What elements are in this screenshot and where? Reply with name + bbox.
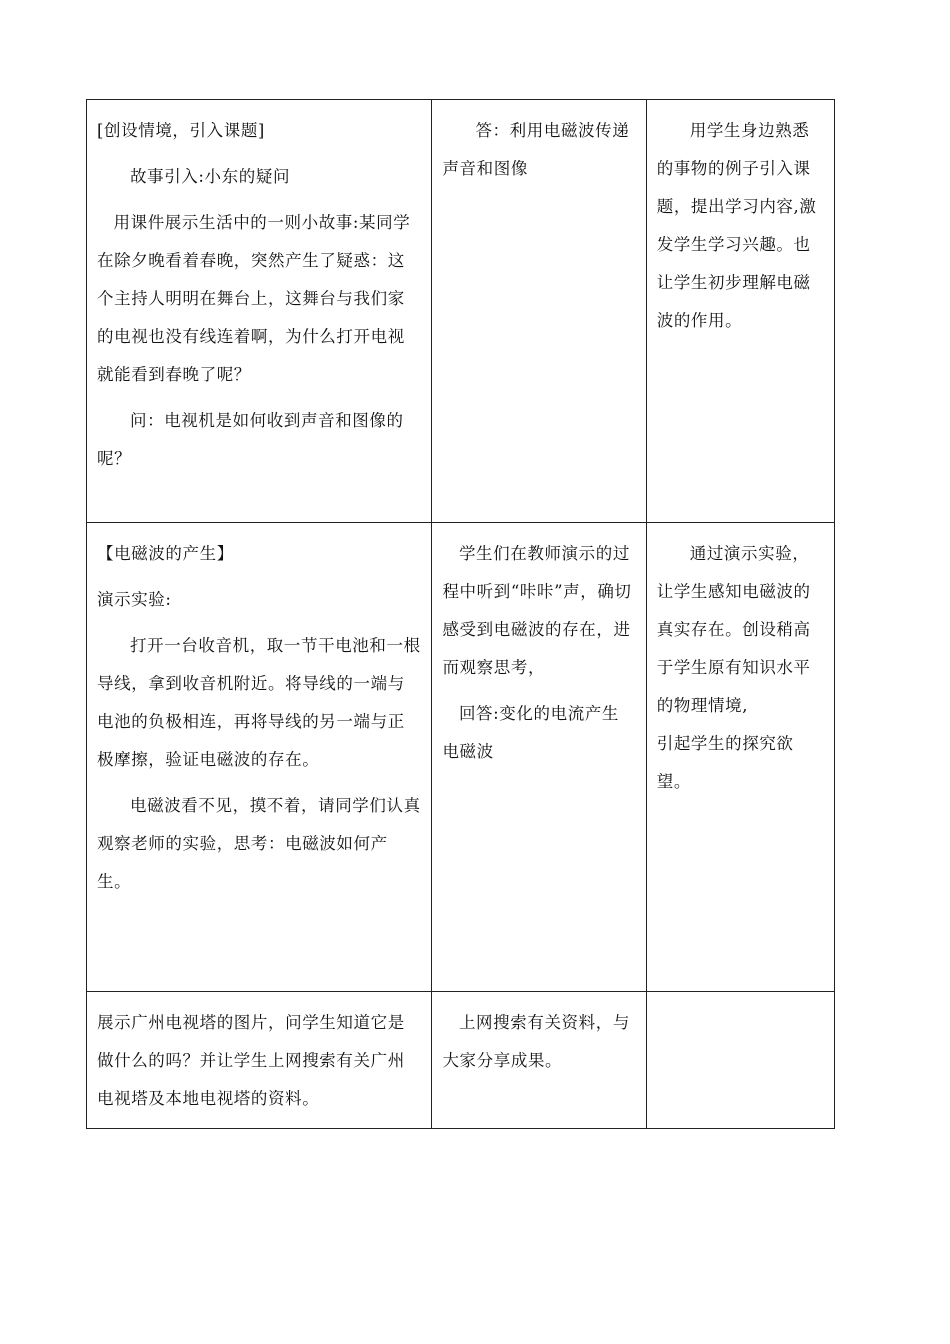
section-heading: 【电磁波的产生】 <box>97 544 234 563</box>
section-subheading: 演示实验: <box>97 590 172 609</box>
student-activity-cell <box>432 992 646 1129</box>
student-activity-cell <box>432 523 646 992</box>
student-activity-cell <box>432 100 646 523</box>
activity-paragraph: 用课件展示生活中的一则小故事:某同学在除夕晚看着春晚，突然产生了疑惑：这个主持人明明在舞台上，这舞台与我们家的电视也没有线连着啊，为什么打开电视就能看到春晚了呢？ <box>97 213 411 384</box>
activity-paragraph: 电磁波看不见，摸不着，请同学们认真观察老师的实验，思考：电磁波如何产生。 <box>97 796 421 891</box>
activity-paragraph: 展示广州电视塔的图片，问学生知道它是做什么的吗？并让学生上网搜索有关广州电视塔及本地电视塔的资料。 <box>97 1013 405 1108</box>
lesson-plan-table <box>86 99 835 1129</box>
activity-paragraph: 打开一台收音机，取一节干电池和一根导线，拿到收音机附近。将导线的一端与电池的负极相连，再将导线的另一端与正极摩擦，验证电磁波的存在。 <box>97 636 421 769</box>
intent-paragraph: 通过演示实验，让学生感知电磁波的真实存在。创设稍高于学生原有知识水平的物理情境, <box>656 544 811 715</box>
table-row <box>87 992 835 1129</box>
student-paragraph: 答：利用电磁波传递声音和图像 <box>442 121 630 178</box>
activity-paragraph: 问：电视机是如何收到声音和图像的呢？ <box>97 411 404 468</box>
intent-paragraph: 用学生身边熟悉的事物的例子引入课题，提出学习内容,激发学生学习兴趣。也让学生初步理解电磁波的作用。 <box>656 121 817 330</box>
design-intent-cell <box>646 523 834 992</box>
design-intent-cell <box>646 100 834 523</box>
teacher-activity-cell <box>87 100 432 523</box>
teacher-activity-cell <box>87 523 432 992</box>
student-paragraph: 学生们在教师演示的过程中听到“咔咔”声，确切感受到电磁波的存在，进而观察思考， <box>442 544 632 677</box>
design-intent-cell <box>646 992 834 1129</box>
student-paragraph: 回答:变化的电流产生电磁波 <box>442 704 620 761</box>
intent-paragraph: 引起学生的探究欲望。 <box>656 734 794 791</box>
teacher-activity-cell <box>87 992 432 1129</box>
section-heading: [创设情境，引入课题] <box>97 121 265 140</box>
table-row <box>87 100 835 523</box>
section-subheading: 故事引入:小东的疑问 <box>130 167 291 186</box>
student-paragraph: 上网搜索有关资料，与大家分享成果。 <box>442 1013 630 1070</box>
table-row <box>87 523 835 992</box>
